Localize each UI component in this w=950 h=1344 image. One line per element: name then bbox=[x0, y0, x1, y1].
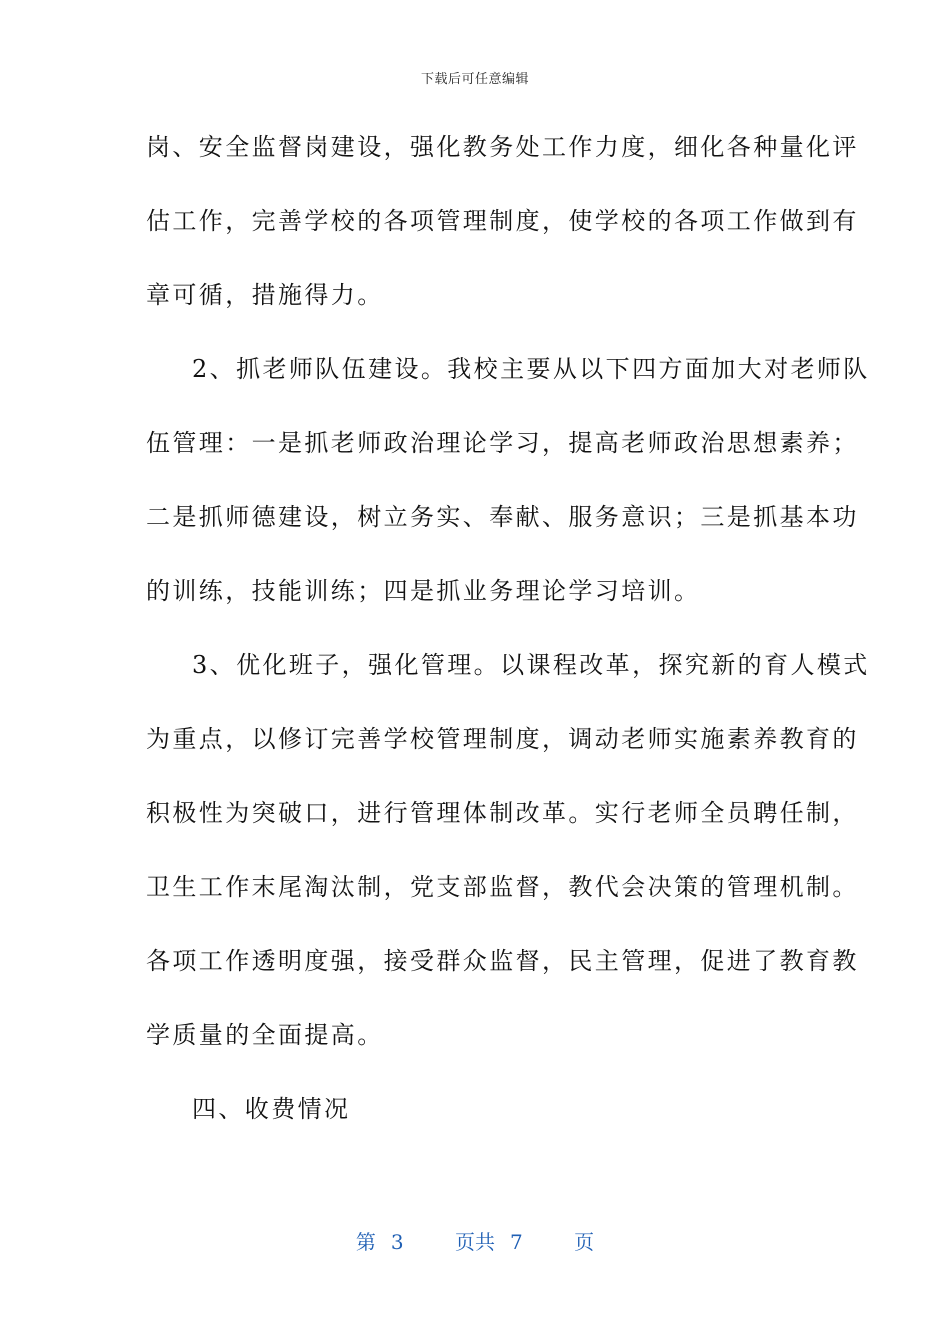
document-body bbox=[146, 120, 870, 1156]
footer-middle: 页共 bbox=[455, 1230, 495, 1254]
header-note: 下载后可任意编辑 bbox=[420, 72, 529, 87]
text-line: 的训练，技能训练；四是抓业务理论学习培训。 bbox=[146, 577, 701, 605]
text-line: 卫生工作末尾淘汰制，党支部监督，教代会决策的管理机制。 bbox=[146, 873, 859, 901]
paragraph-start-line: 2、抓老师队伍建设。我校主要从以下四方面加大对老师队 bbox=[192, 355, 870, 383]
current-page-number: 3 bbox=[390, 1230, 404, 1254]
text-line: 估工作，完善学校的各项管理制度，使学校的各项工作做到有 bbox=[146, 207, 859, 235]
text-line: 各项工作透明度强，接受群众监督，民主管理，促进了教育教 bbox=[146, 947, 859, 975]
text-line: 积极性为突破口，进行管理体制改革。实行老师全员聘任制， bbox=[146, 799, 859, 827]
text-line: 二是抓师德建设，树立务实、奉献、服务意识；三是抓基本功 bbox=[146, 503, 859, 531]
text-line: 学质量的全面提高。 bbox=[146, 1021, 384, 1049]
text-line: 为重点，以修订完善学校管理制度，调动老师实施素养教育的 bbox=[146, 725, 859, 753]
page-number-footer bbox=[0, 1226, 950, 1255]
text-line: 岗、安全监督岗建设，强化教务处工作力度，细化各种量化评 bbox=[146, 133, 859, 161]
footer-suffix: 页 bbox=[574, 1230, 595, 1254]
text-line: 伍管理：一是抓老师政治理论学习，提高老师政治思想素养； bbox=[146, 429, 859, 457]
section-heading: 四、收费情况 bbox=[192, 1095, 351, 1123]
text-line: 章可循，措施得力。 bbox=[146, 281, 384, 309]
total-pages-number: 7 bbox=[509, 1230, 523, 1254]
paragraph-start-line: 3、优化班子，强化管理。以课程改革，探究新的育人模式 bbox=[192, 651, 870, 679]
footer-prefix: 第 bbox=[355, 1230, 376, 1254]
